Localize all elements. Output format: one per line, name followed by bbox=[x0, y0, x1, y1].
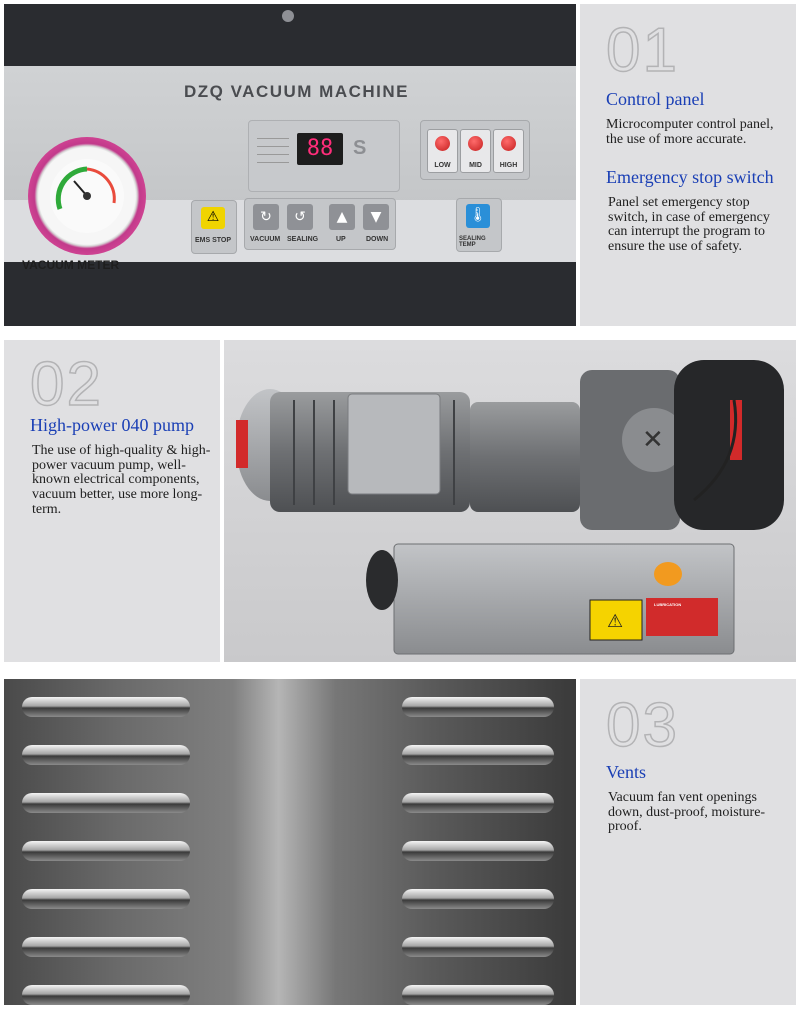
feature-desc: Vacuum fan vent openings down, dust-proof, moisture-proof. bbox=[608, 790, 766, 835]
vacuum-level-buttons bbox=[420, 120, 530, 180]
vent-slat bbox=[402, 937, 554, 957]
down-key-label: DOWN bbox=[366, 236, 389, 243]
panel-title: DZQ VACUUM MACHINE bbox=[184, 82, 410, 101]
low-button[interactable]: LOW bbox=[427, 129, 458, 173]
sealing-key-label: SEALING bbox=[287, 236, 319, 243]
gauge-needle-icon bbox=[50, 159, 124, 233]
function-keys bbox=[244, 198, 396, 250]
feature-number: 02 bbox=[30, 350, 103, 419]
thermometer-icon: 🌡 bbox=[466, 204, 490, 228]
vent-slat bbox=[22, 937, 190, 957]
gauge-label: VACUUM METER bbox=[22, 258, 120, 272]
pump-illustration bbox=[224, 340, 796, 662]
vent-slat bbox=[402, 697, 554, 717]
vacuum-gauge bbox=[28, 137, 146, 255]
feature-title: High-power 040 pump bbox=[30, 415, 194, 435]
timer-digits: 88 bbox=[297, 133, 343, 165]
feature-panel-2 bbox=[4, 340, 220, 662]
vacuum-pump-photo bbox=[224, 340, 796, 662]
vent-slat bbox=[402, 793, 554, 813]
sealing-temp-button[interactable] bbox=[456, 198, 502, 252]
mid-button[interactable]: MID bbox=[460, 129, 491, 173]
timer-display bbox=[248, 120, 400, 192]
vent-slat bbox=[22, 793, 190, 813]
vent-slat bbox=[22, 745, 190, 765]
feature-number: 03 bbox=[606, 691, 679, 760]
feature-panel-1 bbox=[580, 4, 796, 326]
svg-text:✕: ✕ bbox=[642, 425, 664, 455]
vacuum-key-icon[interactable]: ↻ bbox=[253, 204, 279, 230]
high-button[interactable]: HIGH bbox=[493, 129, 524, 173]
control-panel-photo bbox=[4, 4, 576, 326]
vent-slat bbox=[22, 841, 190, 861]
lubrication-label: LUBRICATION bbox=[654, 602, 682, 607]
up-key-label: UP bbox=[336, 236, 346, 243]
vent-slat bbox=[402, 745, 554, 765]
feature-panel-3 bbox=[580, 679, 796, 1005]
feature-title: Emergency stop switch bbox=[606, 167, 774, 187]
sealing-key-icon[interactable]: ↺ bbox=[287, 204, 313, 230]
vent-slat bbox=[22, 889, 190, 909]
feature-desc: Panel set emergency stop switch, in case of emergency can interrupt the program to ensure the use of safety. bbox=[608, 195, 770, 255]
gauge-face bbox=[50, 159, 124, 233]
feature-title: Vents bbox=[606, 762, 646, 782]
feature-desc: Microcomputer control panel, the use of more accurate. bbox=[606, 117, 774, 147]
vents-photo bbox=[4, 679, 576, 1005]
feature-desc: The use of high-quality & high-power vacuum pump, well-known electrical components, vacuum better, use more long-term. bbox=[32, 443, 211, 517]
ems-label: EMS STOP bbox=[195, 237, 232, 244]
vacuum-key-label: VACUUM bbox=[250, 236, 281, 243]
vent-slat bbox=[402, 841, 554, 861]
vent-slat bbox=[402, 889, 554, 909]
vent-slat bbox=[22, 697, 190, 717]
ems-stop-button[interactable] bbox=[191, 200, 237, 254]
sealing-temp-label: SEALING TEMP bbox=[459, 236, 486, 248]
feature-number: 01 bbox=[606, 16, 679, 85]
vent-slat bbox=[22, 985, 190, 1005]
up-key-icon[interactable]: ▲ bbox=[329, 204, 355, 230]
svg-text:⚠: ⚠ bbox=[607, 611, 624, 632]
mode-indicators bbox=[257, 131, 289, 179]
feature-title: Control panel bbox=[606, 89, 705, 109]
warning-icon: ⚠ bbox=[201, 207, 225, 229]
screw-icon bbox=[282, 10, 294, 22]
timer-unit: S bbox=[353, 137, 367, 159]
down-key-icon[interactable]: ▼ bbox=[363, 204, 389, 230]
vent-slat bbox=[402, 985, 554, 1005]
